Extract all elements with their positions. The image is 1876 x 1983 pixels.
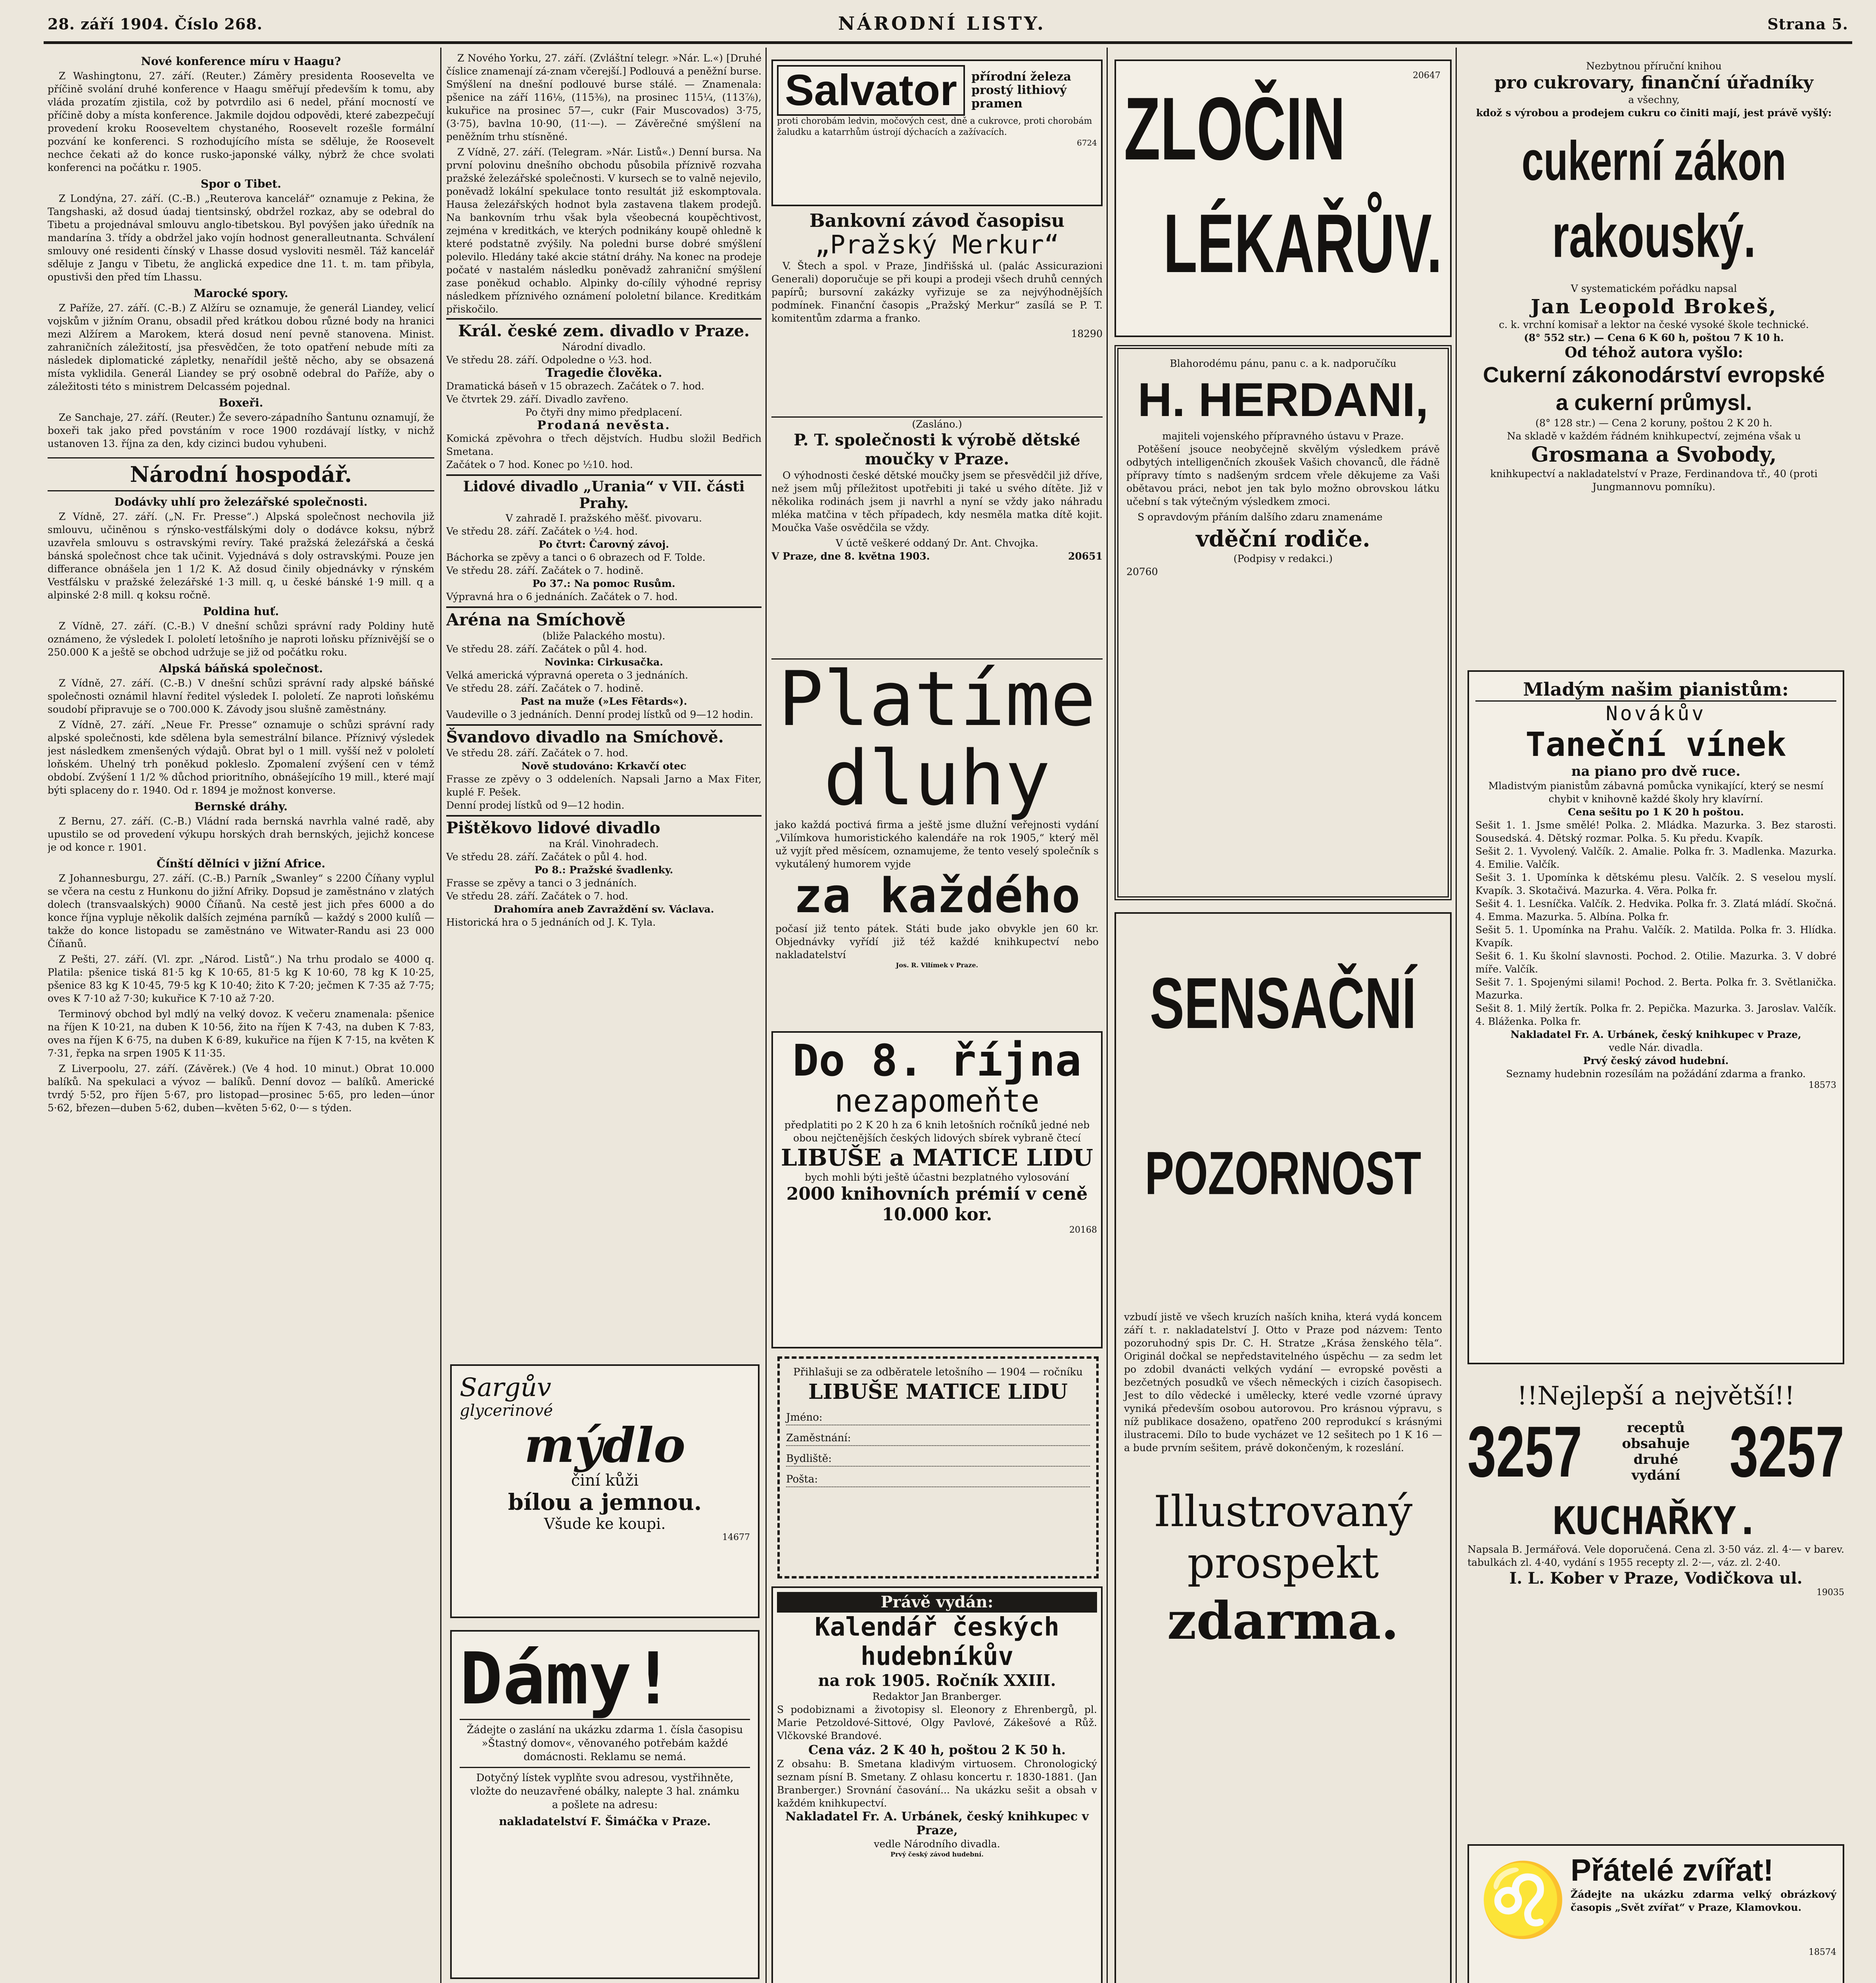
ad-text: Dotyčný lístek vyplňte svou adresou, vystřihněte, vložte do neuzavřené obálky, nalepte 3 hal. známku a pošlete na adresu: [460,1767,750,1815]
ad-sign: V úctě veškeré oddaný Dr. Ant. Chvojka. [836,537,1038,549]
cukr-line: pro cukrovary, finanční úřadníky [1494,73,1814,93]
article-body: Z Paříže, 27. září. (C.-B.) Z Alžíru se oznamuje, že generál Liandey, velicí vojskům v jižním Oranu, obsadil před krátkou dobou různé body na hranici mezi Alžírem a Marokem, která dosud není pevně stanovena. Minist. zahraničních záležitostí, jsa přesvědčen, že toto opatření nebude míti za následek diplomatické zápletky, nenařídil ještě něcho, aby se obsazená místa vyklidila. Generál Liandey se prý osobně odebral do Paříže, aby o záležitosti této s ministrem Delcassém pojednal. [48,302,434,392]
damy-advert [450,1630,760,1979]
program-line: Velká americká výpravná opereta o 3 jednáních. [446,669,689,681]
program-line: Denní prodej lístků od 9—12 hodin. [446,800,625,811]
kucharky-title: KUCHAŘKY. [1552,1499,1759,1543]
ad-text: Seznamy hudebnin rozesílám na požádání zdarma a franko. [1506,1068,1806,1080]
ad-publisher: Prvý český závod hudební. [1583,1055,1729,1066]
theatre-listing [446,815,762,929]
article [48,605,434,659]
bank-title: Bankovní závod časopisu [809,210,1065,231]
article-body: Z Bernu, 27. září. (C.-B.) Vládní rada bernská navrhla valné radě, aby upustilo se od provedení výkupu horských drah bernských, jejichž koncese je od konce r. 1901. [48,815,434,853]
article-body: Z Vídně, 27. září. (C.-B.) V dnešní schůzi správní rady Poldiny hutě oznámeno, že výsledek I. pololetí letošního je naproti loňsku příznivější se o 250.000 K a ještě se obchod udržuje se již od počátku roku. [48,620,434,658]
article [48,177,434,284]
coupon-head: Přihlašuji se za odběratele letošního — 1904 — ročníku [793,1366,1083,1378]
pianist-name: Novákův [1606,702,1706,725]
herdani-head: Blahorodému pánu, panu c. a k. nadporučíku [1170,358,1396,369]
program-line: Ve středu 28. září. Začátek o 7. hodině. [446,683,644,694]
ad-text: S podobiznami a životopisy sl. Eleonory z Ehrenbergů, pl. Marie Petzoldové-Sittové, Olgy Pavlové, Zákešové a Růž. Vlčkovské Brandové. [777,1704,1097,1741]
sensacni-title: POZORNOST [1145,1139,1421,1208]
salvator-sub: přírodní železa prostý lithiový pramen [971,70,1071,111]
program-line: Ve středu 28. září. Začátek o 7. hod. [446,747,628,759]
calendar-banner: Právě vydán: [777,1592,1097,1613]
coupon-field-label: Bydliště: [786,1452,1090,1467]
ad-text: Mladistvým pianistům zábavná pomůcka vynikající, který se nesmí chybit v knihovně každé školy hry klavírní. [1488,780,1824,805]
calendar-title: Kalendář českých hudebníkův [815,1613,1059,1671]
calendar-editor: Redaktor Jan Branberger. [872,1691,1002,1702]
cukr-title: cukerní zákon [1521,130,1786,192]
program-line: Ve středu 28. září. Začátek o půl 4. hod. [446,643,647,655]
program-line: Ve středu 28. září. Začátek o půl 4. hod. [446,851,647,863]
article-body: Z Johannesburgu, 27. září. (C.-B.) Parník „Swanley“ s 2200 Číňany vyplul se včera na cestu z Hunkonu do jižní Afriky. Dopsud je zaměstnáno v zlatých dolech (transvaalských) 9000 Číňanů. Na cestě jest jich přes 6000 a do konce října vypluje několik dalších zejména parníků — každý s 2000 kulíů — takže do konce listopadu se zaměstnáno ve Witwater-Randu asi 23 000 Číňanů. [48,873,434,949]
page-number: Strana 5. [1767,15,1848,33]
ad-number: 6724 [1077,138,1097,148]
kucharky-count: 3257 [1729,1411,1844,1492]
ad-place: V Praze, dne 8. května 1903. [771,550,930,562]
cukr-pub: Grosmana a Svobody, [1531,443,1777,467]
article-body: Z Vídně, 27. září. „Neue Fr. Presse“ oznamuje o schůzi správní rady alpské společnosti, kde sdělena byla semestrální bilance. Příznivý výsledek jest následkem zmenšených výdajů. Obrat byl o 1 mill. vyšší než v pololetí loňském. Uhelný trh poněkud pokleslo. Zpomalení zvýšení cen v témž období. Zvýšení 1 1/2 % důchod prioritního, obnášejícího 19 mill., které mají býti splaceny do r. 1940. Od r. 1894 je možnost konverse. [48,719,434,796]
theatre-column [446,52,762,1348]
program-line: Ve středu 28. září. Začátek o 7. hod. [446,890,628,902]
theatre-sub: (bliže Palackého mostu). [542,630,666,642]
program-line: Báchorka se zpěvy a tanci o 6 obrazech od F. Tolde. [446,552,706,563]
pratele-advert [1467,1844,1844,1983]
program-title: Po 37.: Na pomoc Rusům. [532,578,675,589]
sensacni-advert [1114,912,1452,1983]
zlocin-advert [1114,59,1452,337]
theatre-name: Lidové divadlo „Urania“ v VII. části Prahy. [463,478,745,512]
calendar-advert [771,1586,1103,1983]
theatre-name: Král. české zem. divadlo v Praze. [458,322,750,340]
pianist-item: Sešit 5. 1. Upomínka na Prahu. Valčík. 2. Matilda. Polka fr. 3. Hlídka. Kvapík. [1475,924,1836,949]
prospekt-title: prospekt [1187,1538,1379,1588]
article [48,287,434,393]
ad-number: 18573 [1809,1080,1836,1090]
prospekt-title: Illustrovaný [1153,1487,1413,1536]
ad-text: knihkupectví a nakladatelství v Praze, Ferdinandova tř., 40 (proti Jungmannovu pomníku). [1490,468,1818,493]
ad-number: 18574 [1809,1947,1836,1957]
article-body: Z Pešti, 27. září. (Vl. zpr. „Národ. Listů“.) Na trhu prodalo se 4000 q. Platila: pšenice tiská 81·5 kg K 10·65, 81·5 kg K 10·60, 78 kg K 10·25, pšenice 83 kg K 10·45, 79·5 kg K 10·40; žito K 7·20; ječmen K 7·35 až 7·75; oves K 7·10 až 7·30; kukuřice K 7·10 až 7·20. [48,953,434,1004]
article-heading: Čínští dělníci v jižní Africe. [156,857,326,870]
pianist-item: Sešit 1. 1. Jsme smělé! Polka. 2. Mládka. Mazurka. 3. Bez starosti. Sousedská. 4. Dětský rozmar. Polka. 5. Ku předu. Kvapík. [1475,819,1836,844]
ad-text: Žádejte na ukázku zdarma velký obrázkový časopis „Svět zvířat“ v Praze, Klamovkou. [1571,1889,1836,1913]
herdani-sign: vděční rodiče. [1196,526,1370,552]
cukr-advert [1464,59,1844,654]
theatre-sub: na Král. Vinohradech. [549,838,659,850]
pianist-item: Sešit 7. 1. Spojenými silami! Pochod. 2. Berta. Polka fr. 3. Světlanička. Mazurka. [1475,976,1836,1001]
pratele-title: Přátelé zvířat! [1571,1853,1774,1887]
platime-advert [771,658,1103,1027]
program-title: Po 8.: Pražské švadlenky. [534,864,673,876]
ad-text: V systematickém pořádku napsal [1571,283,1737,294]
program-line: Ve čtvrtek 29. září. Divadlo zavřeno. [446,393,629,405]
october-names: LIBUŠE a MATICE LIDU [781,1144,1093,1171]
herdani-name: H. HERDANI, [1137,373,1429,426]
article-body: Z Nového Yorku, 27. září. (Zvláštní telegr. »Nár. L.«) [Druhé číslice znamenají zá-znam včerejší.] Podlouvá a peněžní burse. Smýšlení na dnešní podlouvé burse stálé. — Znamenala: pšenice na září 116⅛, (115⅜), na prosinec 115¼, (113⅞), kukuřice na prosinec 57—, cukr (Fair Muscovados) 3·75, (3·75), bavlna 10·90, (11·—). — Závěrečné smýšlení na peněžním trhu stísněné. [446,52,762,142]
theatre-listing [446,724,762,812]
column-rule [1107,48,1108,1983]
ad-text: O výhodnosti české dětské moučky jsem se přesvědčil již dříve, než jsem můj příležitost upotřebiti ji také u svého dítěte. Již v několika rodinách jsem ji navrhl a nyní se vždy jako náhradu mléka matčina v těch případech, kdy nesměla matka dítě kojit. Moučka Vaše osvědčila se vždy. [771,470,1103,533]
herdani-sub: majiteli vojenského přípravného ústavu v Praze. [1162,430,1404,442]
program-line: Ve středu 28. září. Začátek o ½4. hod. [446,525,638,537]
cukr-price: (8° 552 str.) — Cena 6 K 60 h, poštou 7 K 10 h. [1524,332,1784,343]
kucharky-advert [1467,1380,1844,1836]
kucharky-banner: !!Nejlepší a největší!! [1517,1381,1795,1411]
program-line: Vaudeville o 3 jednáních. Denní prodej lístků od 9—12 hodin. [446,709,754,720]
ad-text: S opravdovým přáním dalšího zdaru znamenáme [1137,511,1383,523]
article [48,495,434,602]
kucharky-mid: receptů obsahuje druhé vydání [1622,1420,1690,1483]
soap-advert [450,1364,760,1618]
moucka-title: P. T. společnosti k výrobě dětské moučky v Praze. [794,431,1080,468]
ad-text: Na skladě v každém řádném knihkupectví, zejména však u [1507,430,1801,442]
calendar-price: Cena váz. 2 K 40 h, poštou 2 K 50 h. [808,1742,1066,1757]
article-body: Ze Sanchaje, 27. září. (Reuter.) Že severo-západního Šantunu oznamují, že boxeři tak jako před povstáním v roce 1900 rozdávají lístky, v nichž ustanoven 13. října za den, kdy cizinci budou vyhubeni. [48,412,434,449]
article [48,662,434,716]
kucharky-count: 3257 [1467,1411,1583,1492]
notice-tag: (Zasláno.) [912,418,962,430]
zlocin-title: ZLOČIN [1124,79,1346,178]
ad-text: a všechny, [1628,94,1680,105]
theatre-name: Pištěkovo lidové divadlo [446,819,660,837]
theatre-sub: V zahradě I. pražského měšť. pivovaru. [506,512,702,524]
pianist-price: Cena sešitu po 1 K 20 h poštou. [1568,806,1744,818]
masthead-title: NÁRODNÍ LISTY. [838,13,1046,34]
pianist-item: Sešit 4. 1. Lesníčka. Valčík. 2. Hedvika. Polka fr. 3. Zlatá mládí. Skočná. 4. Emma. Mazurka. 5. Albína. Polka fr. [1475,898,1836,922]
herdani-advert [1114,345,1452,900]
news-column [48,52,434,1983]
ad-number: 18290 [1071,328,1103,339]
program-title: Po čtvrt: Čarovný závoj. [539,539,669,550]
ad-text: c. k. vrchní komisař a lektor na české vysoké škole technické. [1499,319,1809,330]
pianist-item: Sešit 8. 1. Milý žertík. Polka fr. 2. Pepička. Mazurka. 3. Jaroslav. Valčík. 4. Bláženka. Polka fr. [1475,1003,1836,1027]
ad-publisher: vedle Národního divadla. [874,1838,1000,1850]
issue-date: 28. září 1904. Číslo 268. [48,15,263,33]
damy-title: Dámy! [460,1638,675,1720]
program-line: Začátek o 7 hod. Konec po ½10. hod. [446,459,633,470]
ad-publisher: Jos. R. Vilímek v Praze. [896,961,978,969]
pianist-item: Sešit 2. 1. Vyvolený. Valčík. 2. Amalie. Polka fr. 3. Madlenka. Mazurka. 4. Emilie. Valčík. [1475,846,1836,870]
pianist-item: Sešit 3. 1. Upomínka k dětskému plesu. Valčík. 2. S veselou myslí. Kvapík. 3. Skotačivá. Mazurka. 4. Věra. Polka fr. [1475,872,1836,896]
ad-publisher: Nakladatel Fr. A. Urbánek, český knihkupec v Praze, [1510,1029,1801,1040]
prospekt-title: zdarma. [1167,1590,1399,1651]
bank-name: „Pražský Merkur“ [815,230,1059,260]
pianist-head: Mladým našim pianistům: [1475,678,1836,702]
ad-publisher: vedle Nár. divadla. [1609,1042,1703,1053]
article [48,1007,434,1060]
october-title: Do 8. října [792,1035,1082,1086]
section-title: Národní hospodář. [48,457,434,491]
october-sub: nezapomeňte [834,1084,1040,1119]
coupon-field-label: Zaměstnání: [786,1431,1090,1446]
article [48,1062,434,1114]
program-title: Past na muže (»Les Fêtards«). [520,696,687,707]
article-body: Z Vídně, 27. září. (Telegram. »Nár. Listů«.) Denní bursa. Na první polovinu dnešního obchodu působila příznivě rozvaha pražské železářské společnosti. V kursech se to valně nejevilo, poněvadž lokální spekulace tonto resultát již eskomptovala. Hausa železářských hodnot byla zastavena tlakem prodejů. Na bankovním trhu však byla všeobecná koupěchtivost, zejména v kreditkách, ve kterých podnikány koupě ohledně k které podstatně zvýšily. Na poledni burse dobré smýšlení polevilo. Hledány také akcie státní dráhy. Na konec na prodeje počaté v nastalém následku poněvadž zahraniční smýšlení zase poněkud ochablo. Alpinky do-cílily výhodné reprisy následkem příznivého oznámení pololetní bilance. Kreditkám přiskočilo. [446,146,762,315]
article-body: Z Londýna, 27. září. (C.-B.) „Reuterova kancelář“ oznamuje z Pekina, že Tangshaski, až dosud úadaj tientsinský, obdržel rozkaz, aby se odebral do Tibetu a projednával smlouvu anglo-tibetskou. Byl povýšen jako úředník na mandarína 3. třídy a obdržel jako vojín hodnost generalleutnanta. Schválení smlouvy oné residenti čínský v Lhasse dosud vysloviti nesměl. Táž kancelář sděluje z Jangu v Tibetu, že anglická expedice dne 11. t. m. tam přibyla, opustivši den před tím Lhassu. [48,193,434,283]
article [48,953,434,1005]
soap-claim: činí kůži [571,1471,639,1490]
calendar-year: na rok 1905. Ročník XXIII. [818,1671,1056,1690]
cukr-title2: Cukerní zákonodárství evropské [1483,362,1825,387]
ad-number: 19035 [1817,1588,1844,1598]
article [48,800,434,854]
pianist-item: Sešit 6. 1. Ku školní slavnosti. Pochod. 2. Otilie. Mazurka. 3. V dobré míře. Valčík. [1475,950,1836,975]
ad-number: 20760 [1126,566,1158,577]
theatre-name: Aréna na Smíchově [446,610,626,629]
program-title: Nově studováno: Krkavčí otec [521,760,687,772]
ad-text: Potěšení jsouce neobyčejně skvělým výsledkem právě odbytých intelligenčních zkoušek Vašich chovanců, dle řádně přípravy tímto s nadšeným srdcem vřele děkujeme za Vaši obětavou práci, nebot jen tak bylo možno obrovskou látku učební s tak výtečným výsledkem zmoci. [1126,443,1440,507]
lion-icon: ♌ [1478,1858,1568,1941]
ad-number: 20647 [1413,71,1441,81]
coupon-field-label: Jméno: [786,1410,1090,1425]
article-body: Z Vídně, 27. září. (C.-B.) V dnešní schůzi správní rady alpské báňské společnosti oznámil hlavní ředitel výsledek I. pololetí. Ze naproti loňskému soudobí připravuje se o 700.000 K. Závody jsou slušně zaměstnány. [48,677,434,715]
salvator-brand: Salvator [777,65,965,116]
ad-text: Nezbytnou příruční knihou [1586,60,1722,72]
platime-headline: Platíme [778,658,1096,743]
subscription-coupon[interactable] [777,1356,1099,1578]
ad-text: bych mohli býti ještě účastni bezplatného vylosování [805,1172,1069,1183]
article [48,55,434,174]
salvator-advert [771,59,1103,206]
platime-headline: za každého [794,869,1080,924]
program-line: Ve středu 28. září. Začátek o 7. hodině. [446,565,644,576]
ad-text: předplatiti po 2 K 20 h za 6 knih letošních ročníků jedné neb obou nejčtenějších českých lidových sbírek vybraně čtecí [784,1119,1090,1144]
theatre-name: Švandovo divadlo na Smíchově. [446,728,724,746]
ad-number: 20168 [1069,1225,1097,1235]
ad-text: vzbudí jistě ve všech kruzích naších kniha, která vydá koncem září t. r. nakladatelství J. Otto v Praze pod názvem: Tento pozoruhodný spis Dr. C. H. Stratze „Krása ženského těla“. Originál dočkal se nepředstavitelného úspěchu — za sedm let po zdobil dvanácti velkých vydání — evropské pověsti a bezčetných posudků ve všech německých i cizích časopisech. Jest to dílo vědecké i umělecky, které vedle vzorné úpravy vyniká především osobou autorovou. Pro krásnou výpravu, s níž publikace dosaženo, opatřeno 200 reprodukcí s krásnými ilustracemi. Dílo to bude vycházet ve 12 sešitech po 1 K 16 — a bude prvním sešitem, právě dokončeným, k rozeslání. [1124,1311,1442,1454]
ad-text: kdož s výrobou a prodejem cukru co činiti mají, jest právě vyšlý: [1476,107,1832,119]
herdani-sign2: (Podpisy v redakci.) [1233,553,1333,564]
ad-text: Žádejte o zaslání na ukázku zdarma 1. čísla časopisu »Štastný domov«, věnovaného potřebám každé domácnosti. Reklamu se nemá. [460,1719,750,1767]
program-line: Dramatická báseň v 15 obrazech. Začátek o 7. hod. [446,380,704,392]
ad-text: proti chorobám ledvin, močových cest, dně a cukrovce, proti chorobám žaludku a katarrhům ústrojí dýchacích a zažívacích. [777,116,1092,137]
article-heading: Nové konference míru v Haagu? [141,55,341,68]
program-line: Komická zpěvohra o třech dějstvích. Hudbu složil Bedřich Smetana. [446,433,762,457]
article-body: Z Liverpoolu, 27. září. (Závěrek.) (Ve 4 hod. 10 minut.) Obrat 10.000 balíků. Na spekulaci a vývoz — balíků. Denní dovoz — balíků. Americké tvrdý 5·52, pro říjen 5·67, pro listopad—prosinec 5·65, pro leden—únor 5·62, březen—duben 5·62, duben—květen 5·62, 0·— s týden. [48,1063,434,1114]
ad-text: V. Štech a spol. v Praze, Jindřišská ul. (palác Assicurazioni Generali) doporučuje se při koupi a prodeji všech druhů cenných papírů; bursovní zakázky vyřizuje se za nejvýhodnějších podmínek. Finanční časopis „Pražský Merkur“ zasílá se P. T. komitentům zdarma a franko. [771,260,1103,324]
article [48,857,434,950]
cukr-price: (8° 128 str.) — Cena 2 koruny, poštou 2 K 20 h. [1535,417,1772,429]
article-heading: Alpská báňská společnost. [159,662,323,675]
program-line: Ve středu 28. září. Odpoledne o ½3. hod. [446,354,652,366]
program-title: Tragedie člověka. [545,366,662,380]
sensacni-title: SENSAČNÍ [1150,962,1416,1044]
column-rule [440,48,441,1983]
cukr-title2: a cukerní průmysl. [1556,390,1752,415]
ad-text: Napsala B. Jermářová. Vele doporučená. Cena zl. 3·50 váz. zl. 4·— v barev. tabulkách zl. 4·40, vydání s 1955 recepty zl. 2·—, váz. zl. 2·40. [1467,1544,1844,1568]
bank-advert [771,210,1103,416]
article-body: Z Vídně, 27. září. („N. Fr. Presse“.) Alpská společnost nechovila již smlouvu, učiněnou s rýnsko-vestfálskými doly o dodávce koksu, nýbrž uzavřela smlouvu s ostravskými revíry. Také pražská železářská a česká bánská společnost chce tak učinit. Vyjednává s doly ostravskými. Pouze jen differance obnášela jen 1 1/2 K. Až dosud činily objednávky v rýnském Vestfálsku v pražské železářské 1·3 mill. q, u české bánské 1·9 mill. q a alpinské 2·8 mill. q koksu ročně. [48,511,434,601]
cukr-title: rakouský. [1552,202,1756,270]
soap-claim: bílou a jemnou. [508,1489,702,1515]
moucka-advert [771,416,1103,654]
masthead-rule [44,41,1852,44]
ad-text: Z obsahu: B. Smetana kladivým virtuosem. Chronologický seznam písní B. Smetany. Z ohlasu koncertu r. 1830-1881. (Jan Branberger.) Srovnání časování... Na ukázku sešit a obsah v každém knihkupectví. [777,1758,1097,1809]
article [48,718,434,797]
ad-publisher: Prvý český závod hudební. [890,1851,984,1858]
cukr-author: Jan Leopold Brokeš, [1531,295,1777,318]
zlocin-title: LÉKAŘŮV. [1163,196,1442,290]
program-title: Drahomíra aneb Zavraždění sv. Václava. [493,903,714,915]
ad-text: počasí již tento pátek. Státi bude jako obvykle jen 60 kr. Objednávky vyřídí již též každé knihkupectví nebo nakladatelství [775,923,1099,961]
article-heading: Boxeři. [219,396,263,409]
pianist-sub: na piano pro dvě ruce. [1571,763,1741,779]
program-title: Novinka: Cirkusačka. [545,656,663,668]
ad-text: jako každá poctivá firma a ještě jsme dlužní veřejnosti vydání „Vilímkova humoristického kalendáře na rok 1905,“ který měl už vyjít před měsícem, oznamujeme, že tento veselý společník s vykutálený humorem vyjde [775,819,1099,870]
program-line: Frasse ze zpěvy o 3 oddeleních. Napsali Jarno a Max Fiter, kuplé F. Pešek. [446,773,762,798]
soap-kind: glycerinové [460,1402,553,1420]
ad-publisher: I. L. Kober v Praze, Vodičkova ul. [1509,1569,1803,1588]
soap-brand: Sargův [460,1373,551,1402]
column-rule [765,48,767,1983]
program-line: Historická hra o 5 jednáních od J. K. Tyla. [446,917,656,928]
platime-headline: dluhy [823,735,1051,822]
ad-number: 14677 [722,1532,750,1542]
coupon-names: LIBUŠE MATICE LIDU [808,1380,1068,1404]
article-heading: Dodávky uhlí pro železářské společnosti. [114,495,368,508]
article-heading: Spor o Tibet. [201,177,281,190]
october-advert [771,1031,1103,1348]
article-heading: Bernské dráhy. [194,800,288,813]
article-heading: Marocké spory. [194,287,288,300]
program-title: Prodaná nevěsta. [537,418,671,432]
article-body: Z Washingtonu, 27. září. (Reuter.) Záměry presidenta Roosevelta ve příčině svolání druhé konference v Haagu směřují především k tomu, aby vláda prozatím zjistila, což by potvrdilo asi 6 nedel, přání mocností ve příčině doby a místa konference. Jakmile dojdou odpovědi, které zabezpečují provedení kroku Rooseveltem chystaného, Roosevelt rozešle formální pozvání ke konferenci. S rozhodujícího místa se sděluje, že Roosevelt nechce čekati až do konce rusko-japonské války, nýbrž že chce svolati konferenci na počátku r. 1905. [48,70,434,173]
ad-publisher: Nakladatel Fr. A. Urbánek, český knihkupec v Praze, [785,1810,1089,1837]
soap-claim: Všude ke koupi. [544,1515,666,1532]
ad-publisher: nakladatelství F. Šimáčka v Praze. [499,1815,711,1828]
theatre-listing [446,606,762,721]
theatre-listing [446,318,762,471]
program-line: Po čtyři dny mimo předplacení. [525,407,683,418]
program-line: Výpravná hra o 6 jednáních. Začátek o 7. hod. [446,591,678,602]
pianist-advert [1467,670,1844,1364]
ad-number: 20651 [1068,550,1103,562]
coupon-field-label: Pošta: [786,1472,1090,1487]
article [48,396,434,450]
cukr-also: Od téhož autora vyšlo: [1565,344,1743,361]
article-body: Terminový obchod byl mdlý na velký dovoz. K večeru znamenala: pšenice na říjen K 10·21, na duben K 10·56, žito na říjen K 7·43, na duben K 7·83, oves na říjen K 6·75, na duben K 6·89, kukuřice na říjen K 7·15, na květen K 7·31, řepka na srpen 1905 K 11·35. [48,1008,434,1059]
pianist-title: Taneční vínek [1525,725,1786,764]
program-line: Frasse se zpěvy a tanci o 3 jednáních. [446,877,637,889]
theatre-listing [446,474,762,603]
october-prize: 2000 knihovních prémií v ceně 10.000 kor. [786,1184,1088,1225]
article-heading: Poldina huť. [203,605,279,618]
theatre-sub: Národní divadlo. [562,341,646,353]
soap-word: mýdlo [524,1417,686,1473]
column-rule [1456,48,1457,1983]
